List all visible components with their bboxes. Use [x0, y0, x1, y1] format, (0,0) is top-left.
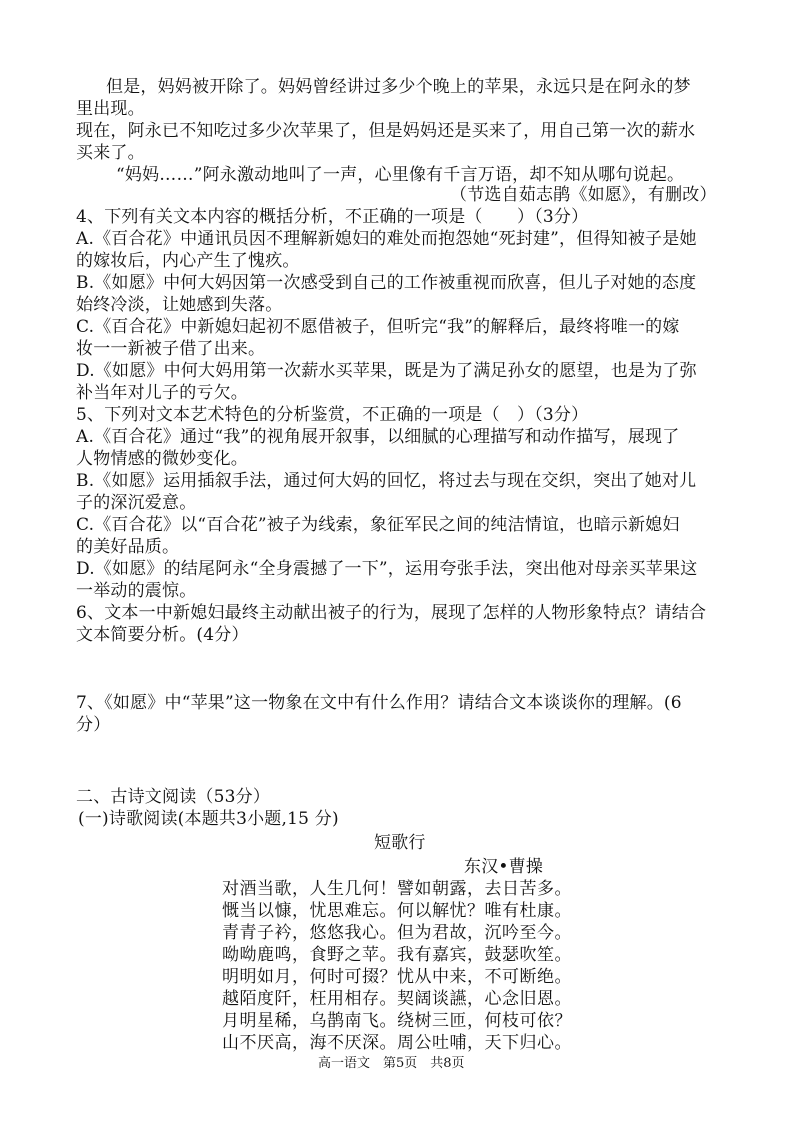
- question-5-option: 子的深沉爱意。: [76, 493, 197, 513]
- poem-line: 月明星稀，乌鹊南飞。绕树三匝，何枝可依？: [222, 1011, 572, 1031]
- question-5-option: 人物情感的微妙变化。: [76, 449, 248, 469]
- poem-line: 青青子衿，悠悠我心。但为君故，沉吟至今。: [222, 923, 572, 943]
- question-4-option: C.《百合花》中新媳妇起初不愿借被子，但听完“我”的解释后，最终将唯一的嫁: [76, 317, 680, 337]
- section-subheading: (一)诗歌阅读(本题共3小题,15 分): [78, 809, 339, 829]
- question-5-option: 的美好品质。: [76, 537, 180, 557]
- question-4-stem: 4、下列有关文本内容的概括分析，不正确的一项是（ ）（3分）: [76, 207, 589, 227]
- passage-line: 买来了。: [76, 143, 145, 163]
- poem-line: 山不厌高，海不厌深。周公吐哺，天下归心。: [222, 1033, 572, 1053]
- poem-line: 明明如月，何时可掇？忧从中来，不可断绝。: [222, 967, 572, 987]
- poem-title: 短歌行: [374, 833, 426, 853]
- question-5-option: 一举动的震惊。: [76, 581, 197, 601]
- poem-line: 对酒当歌，人生几何！譬如朝露，去日苦多。: [222, 879, 572, 899]
- question-7-stem: 分）: [76, 715, 111, 735]
- question-7-stem: 7、《如愿》中“苹果”这一物象在文中有什么作用？请结合文本谈谈你的理解。(6: [76, 693, 682, 713]
- question-4-option: 的嫁妆后，内心产生了愧疚。: [76, 251, 300, 271]
- poem-line: 呦呦鹿鸣，食野之苹。我有嘉宾，鼓瑟吹笙。: [222, 945, 572, 965]
- page-footer: 高一语文 第5页 共8页: [318, 1056, 465, 1071]
- question-4-option: B.《如愿》中何大妈因第一次感受到自己的工作被重视而欣喜，但儿子对她的态度: [76, 273, 697, 293]
- passage-line: 但是，妈妈被开除了。妈妈曾经讲过多少个晚上的苹果，永远只是在阿永的梦: [106, 77, 691, 97]
- section-heading: 二、古诗文阅读（53分）: [76, 787, 271, 807]
- question-4-option: D.《如愿》中何大妈用第一次薪水买苹果，既是为了满足孙女的愿望，也是为了弥: [76, 361, 697, 381]
- question-5-option: B.《如愿》运用插叙手法，通过何大妈的回忆，将过去与现在交织，突出了她对儿: [76, 471, 697, 491]
- question-4-option: 始终冷淡，让她感到失落。: [76, 295, 283, 315]
- question-5-option: C.《百合花》以“百合花”被子为线索，象征军民之间的纯洁情谊，也暗示新媳妇: [76, 515, 680, 535]
- poem-author: 东汉•曹操: [464, 857, 544, 877]
- question-4-option: 妆一一新被子借了出来。: [76, 339, 266, 359]
- passage-line: 现在，阿永已不知吃过多少次苹果了，但是妈妈还是买来了，用自己第一次的薪水: [76, 121, 696, 141]
- passage-line: 里出现。: [76, 99, 145, 119]
- passage-line: “妈妈……”阿永激动地叫了一声，心里像有千言万语，却不知从哪句说起。: [116, 165, 685, 185]
- question-5-stem: 5、下列对文本艺术特色的分析鉴赏，不正确的一项是（ ）（3分）: [76, 405, 589, 425]
- question-5-option: D.《如愿》的结尾阿永“全身震撼了一下”，运用夸张手法，突出他对母亲买苹果这: [76, 559, 698, 579]
- question-5-option: A.《百合花》通过“我”的视角展开叙事，以细腻的心理描写和动作描写，展现了: [76, 427, 680, 447]
- question-6-stem: 文本简要分析。(4分）: [76, 625, 249, 645]
- question-4-option: 补当年对儿子的亏欠。: [76, 383, 248, 403]
- poem-line: 慨当以慷，忧思难忘。何以解忧？唯有杜康。: [222, 901, 572, 921]
- passage-source: （节选自茹志鹃《如愿》，有删改）: [450, 185, 717, 205]
- question-4-option: A.《百合花》中通讯员因不理解新媳妇的难处而抱怨她“死封建”，但得知被子是她: [76, 229, 697, 249]
- poem-line: 越陌度阡，枉用相存。契阔谈讌，心念旧恩。: [222, 989, 572, 1009]
- question-6-stem: 6、文本一中新媳妇最终主动献出被子的行为，展现了怎样的人物形象特点？请结合: [76, 603, 707, 623]
